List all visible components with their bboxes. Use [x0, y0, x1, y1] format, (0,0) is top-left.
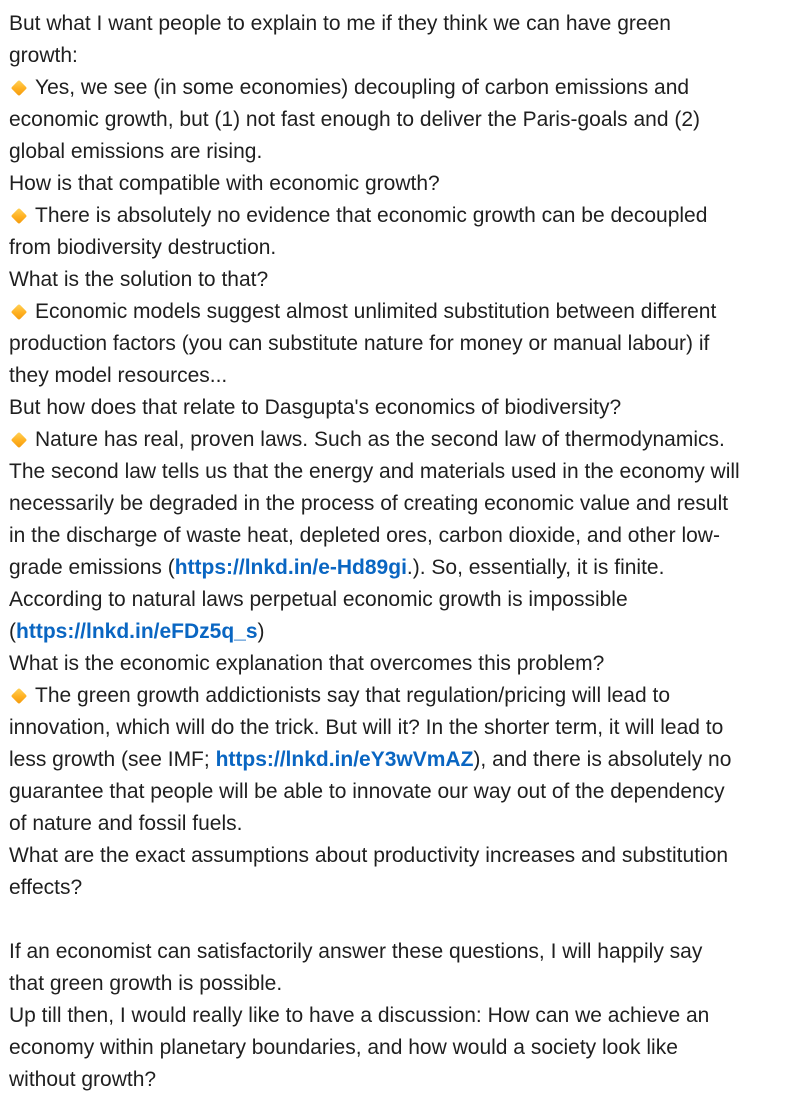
- post-text: ): [257, 620, 265, 643]
- post-text-line: Up till then, I would really like to have a discussion: How can we achieve an: [9, 1004, 710, 1027]
- post-text: ), and there is absolutely no: [473, 748, 732, 771]
- post-text: (: [9, 620, 16, 643]
- post-text-line: production factors (you can substitute nature for money or manual labour) if: [9, 332, 710, 355]
- post-text: grade emissions (: [9, 556, 175, 579]
- post-text-line: they model resources...: [9, 364, 228, 387]
- post-text-line: But what I want people to explain to me if they think we can have green: [9, 12, 671, 35]
- post-text-line: growth:: [9, 44, 78, 67]
- post-body: [9, 8, 810, 1096]
- post-text-line: [9, 616, 810, 648]
- post-text: .). So, essentially, it is finite.: [406, 556, 665, 579]
- bullet-line: [9, 680, 810, 712]
- bullet-line: [9, 72, 810, 104]
- orange-diamond-icon: [11, 432, 27, 448]
- post-text-line: necessarily be degraded in the process of creating economic value and result: [9, 492, 729, 515]
- orange-diamond-icon: [11, 80, 27, 96]
- bullet-line: [9, 200, 810, 232]
- post-text: Economic models suggest almost unlimited substitution between different: [35, 300, 717, 323]
- growth-impossible-link[interactable]: https://lnkd.in/eFDz5q_s: [16, 620, 258, 643]
- imf-link[interactable]: https://lnkd.in/eY3wVmAZ: [215, 748, 474, 771]
- post-text-line: without growth?: [9, 1068, 157, 1091]
- post-text-line: The second law tells us that the energy and materials used in the economy will: [9, 460, 740, 483]
- thermodynamics-link[interactable]: https://lnkd.in/e-Hd89gi: [174, 556, 407, 579]
- post-text-line: economic growth, but (1) not fast enough to deliver the Paris-goals and (2): [9, 108, 701, 131]
- post-text-line: If an economist can satisfactorily answer these questions, I will happily say: [9, 940, 703, 963]
- orange-diamond-icon: [11, 304, 27, 320]
- post-text-line: [9, 552, 810, 584]
- post-text-line: that green growth is possible.: [9, 972, 283, 995]
- post-text-line: in the discharge of waste heat, depleted ores, carbon dioxide, and other low-: [9, 524, 720, 547]
- post-text: Nature has real, proven laws. Such as the second law of thermodynamics.: [35, 428, 725, 451]
- post-text: less growth (see IMF;: [9, 748, 216, 771]
- post-text-line: effects?: [9, 876, 83, 899]
- question-line: What are the exact assumptions about productivity increases and substitution: [9, 844, 729, 867]
- question-line: What is the solution to that?: [9, 268, 269, 291]
- bullet-line: [9, 424, 810, 456]
- question-line: But how does that relate to Dasgupta's economics of biodiversity?: [9, 396, 622, 419]
- post-text-line: of nature and fossil fuels.: [9, 812, 243, 835]
- post-text-line: According to natural laws perpetual economic growth is impossible: [9, 588, 628, 611]
- post-text-line: guarantee that people will be able to innovate our way out of the dependency: [9, 780, 725, 803]
- post-text-line: innovation, which will do the trick. But will it? In the shorter term, it will lead to: [9, 716, 724, 739]
- post-text: The green growth addictionists say that regulation/pricing will lead to: [35, 684, 671, 707]
- orange-diamond-icon: [11, 208, 27, 224]
- orange-diamond-icon: [11, 688, 27, 704]
- post-text: There is absolutely no evidence that economic growth can be decoupled: [35, 204, 708, 227]
- post-text-line: [9, 744, 810, 776]
- post-text-line: economy within planetary boundaries, and how would a society look like: [9, 1036, 678, 1059]
- post-text-line: global emissions are rising.: [9, 140, 263, 163]
- post-text-line: from biodiversity destruction.: [9, 236, 277, 259]
- question-line: What is the economic explanation that overcomes this problem?: [9, 652, 605, 675]
- paragraph-spacer: [9, 904, 810, 936]
- post-text: Yes, we see (in some economies) decoupling of carbon emissions and: [35, 76, 690, 99]
- bullet-line: [9, 296, 810, 328]
- question-line: How is that compatible with economic growth?: [9, 172, 440, 195]
